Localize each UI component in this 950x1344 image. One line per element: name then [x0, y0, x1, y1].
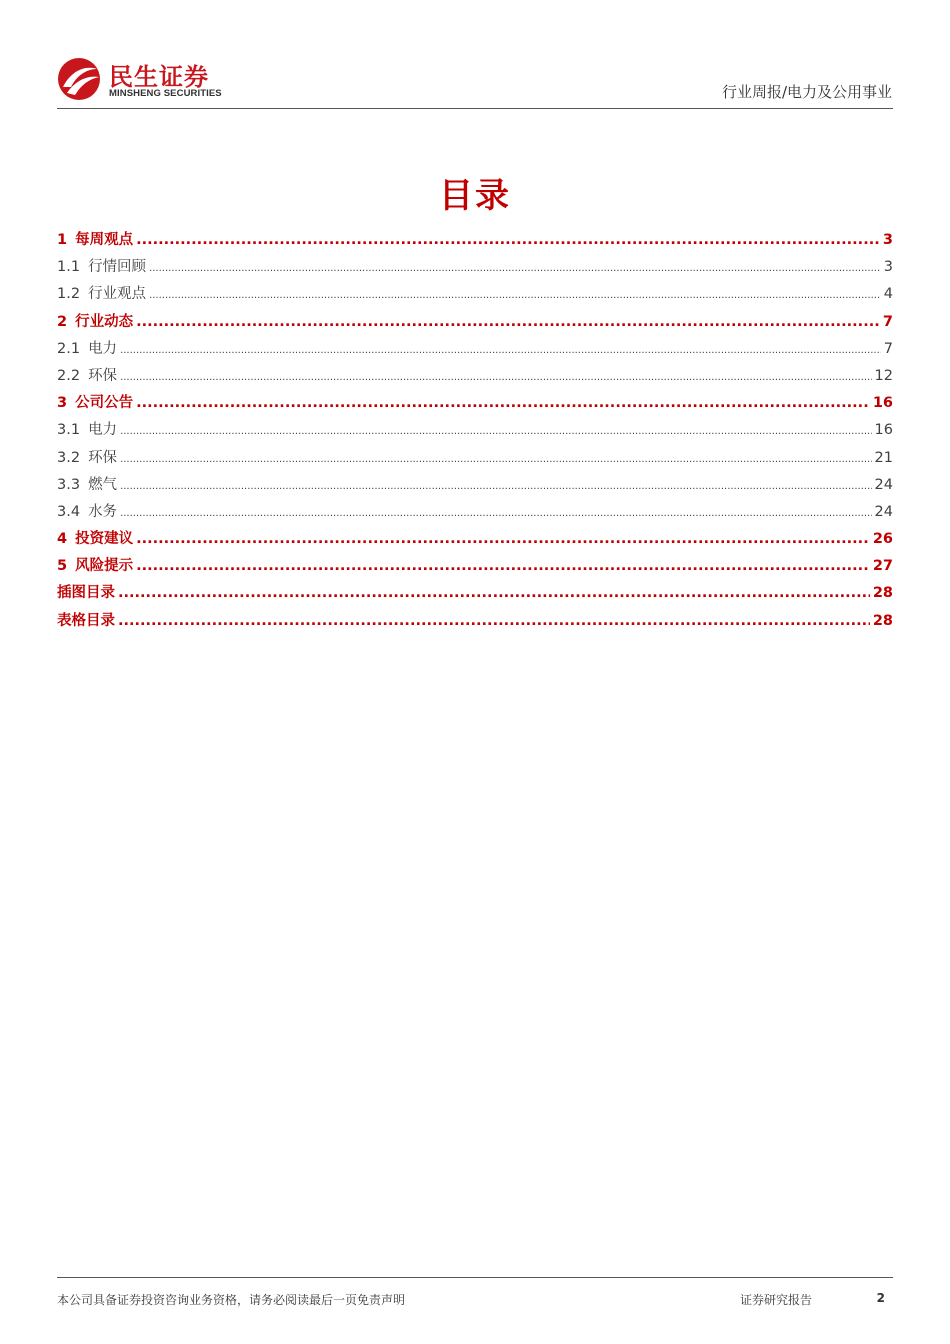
toc-entry[interactable] [57, 418, 893, 445]
toc-entry-label: 电力 [88, 422, 118, 439]
toc-entry-page: 4 [883, 286, 893, 303]
footer-divider [57, 1277, 893, 1278]
toc-entry-label: 投资建议 [75, 531, 134, 548]
toc-entry-page: 16 [874, 422, 893, 439]
toc-entry[interactable] [57, 527, 893, 554]
toc-entry-number: 3.1 [57, 422, 81, 439]
toc-entry-number: 1.1 [57, 259, 81, 276]
toc-entry-label: 电力 [88, 340, 118, 357]
toc-dot-leader [120, 368, 871, 384]
toc-dot-leader [136, 314, 880, 330]
toc-entry-number: 1.2 [57, 286, 81, 303]
toc-entry-label: 环保 [88, 367, 118, 384]
page-number: 2 [876, 1291, 885, 1305]
toc-entry-number: 3.2 [57, 449, 81, 466]
toc-entry[interactable] [57, 310, 893, 337]
toc-entry[interactable] [57, 446, 893, 473]
footer-disclaimer: 本公司具备证券投资咨询业务资格，请务必阅读最后一页免责声明 [57, 1293, 406, 1307]
toc-entry-label: 风险提示 [75, 558, 134, 575]
minsheng-logo-icon [57, 57, 101, 101]
logo-chinese-name: 民生证券 [109, 63, 209, 91]
toc-entry-page: 24 [874, 503, 893, 520]
toc-entry-label: 公司公告 [75, 395, 134, 412]
toc-dot-leader [120, 477, 871, 493]
toc-entry[interactable] [57, 609, 893, 636]
toc-entry-label: 燃气 [88, 476, 118, 493]
toc-entry-page: 12 [874, 367, 893, 384]
toc-dot-leader [136, 395, 870, 411]
toc-entry-label: 行情回顾 [88, 259, 147, 276]
toc-entry-page: 16 [872, 395, 893, 412]
toc-entry-page: 28 [872, 612, 893, 629]
toc-entry-label: 行业观点 [88, 286, 147, 303]
toc-entry-page: 7 [882, 313, 893, 330]
toc-entry-label: 表格目录 [57, 612, 115, 629]
toc-entry[interactable] [57, 228, 893, 255]
toc-entry-label: 每周观点 [75, 232, 134, 248]
toc-entry[interactable] [57, 473, 893, 500]
toc-entry-page: 28 [872, 585, 893, 602]
toc-dot-leader [149, 259, 881, 275]
header-divider [57, 108, 893, 109]
toc-entry[interactable] [57, 364, 893, 391]
toc-entry-label: 环保 [88, 449, 118, 466]
company-logo [57, 55, 237, 103]
toc-title: 目录 [439, 176, 511, 216]
toc-dot-leader [120, 422, 871, 438]
logo-english-name: MINSHENG SECURITIES [109, 88, 222, 99]
toc-entry-page: 27 [872, 558, 893, 575]
toc-dot-leader [118, 585, 870, 601]
footer-report-type: 证券研究报告 [740, 1293, 813, 1307]
toc-entry-page: 24 [874, 476, 893, 493]
toc-entry[interactable] [57, 255, 893, 282]
toc-entry[interactable] [57, 337, 893, 364]
toc-entry[interactable] [57, 554, 893, 581]
toc-entry-number: 3 [57, 395, 68, 412]
toc-entry-page: 21 [874, 449, 893, 466]
toc-dot-leader [136, 558, 870, 574]
toc-entry[interactable] [57, 391, 893, 418]
toc-entry-number: 1 [57, 232, 68, 248]
toc-entry[interactable] [57, 282, 893, 309]
toc-entry-page: 26 [872, 531, 893, 548]
toc-dot-leader [136, 531, 870, 547]
toc-entry-page: 7 [883, 340, 893, 357]
toc-entry-number: 2 [57, 313, 68, 330]
toc-entry-label: 插图目录 [57, 585, 115, 602]
toc-dot-leader [120, 504, 871, 520]
toc-entry-number: 4 [57, 531, 68, 548]
table-of-contents [57, 228, 893, 636]
toc-entry-number: 2.1 [57, 340, 81, 357]
toc-dot-leader [149, 286, 881, 302]
toc-entry-page: 3 [882, 232, 893, 248]
toc-entry-number: 2.2 [57, 367, 81, 384]
toc-entry-number: 3.4 [57, 503, 81, 520]
toc-entry-number: 5 [57, 558, 68, 575]
toc-entry-label: 水务 [88, 503, 118, 520]
toc-entry-number: 3.3 [57, 476, 81, 493]
toc-entry[interactable] [57, 500, 893, 527]
toc-entry[interactable] [57, 581, 893, 608]
toc-dot-leader [136, 232, 880, 248]
toc-entry-label: 行业动态 [75, 313, 134, 330]
toc-entry-page: 3 [883, 259, 893, 276]
toc-dot-leader [120, 450, 871, 466]
toc-dot-leader [120, 341, 881, 357]
report-category: 行业周报/电力及公用事业 [721, 83, 892, 101]
toc-dot-leader [118, 613, 870, 629]
